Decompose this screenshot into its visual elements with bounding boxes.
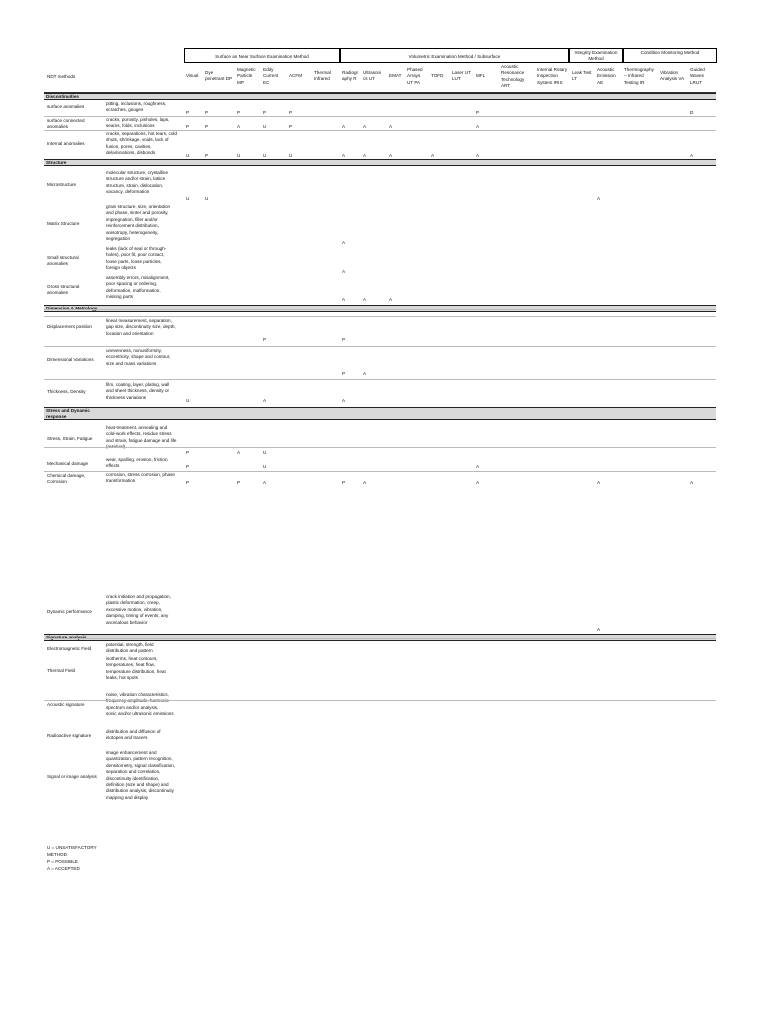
method-header-line: penetrant DP (205, 76, 233, 82)
row-divider (44, 638, 716, 639)
row-description-line: crack initiation and propagation, (106, 594, 171, 599)
method-header-cell (407, 67, 423, 86)
rating-mark: A (597, 627, 601, 632)
row-label-line: Dynamic performance (47, 609, 92, 614)
row-description-line: pitting, inclusions, roughness, (106, 101, 167, 106)
rating-mark: A (342, 240, 346, 245)
section-stress-dynamic (44, 407, 716, 420)
method-header-cell (572, 70, 592, 83)
row-description-line: segregation (106, 236, 131, 242)
row-description-line: cracks, porosity, pinholes, laps, (106, 117, 170, 122)
method-header-line: EMAT (389, 73, 402, 78)
row-description-line: assembly errors, misalignment, (106, 275, 170, 280)
method-header-line: Internal Rotary (537, 67, 568, 72)
rating-mark: P (289, 110, 293, 115)
rating-mark: P (186, 110, 190, 115)
rating-mark: A (476, 480, 480, 485)
method-header-line: System IRIS (537, 79, 563, 85)
method-header-line: Acoustic (501, 64, 519, 69)
row-description (106, 131, 177, 157)
method-header-line: – Infrared (624, 73, 644, 79)
method-header-cell (342, 70, 358, 83)
method-header-line: LRUT (690, 79, 702, 85)
row-description-line: quantization, pattern recognition, (106, 756, 173, 762)
row-description-line: structure and/or strain, lattice (106, 176, 166, 182)
method-header-line: LT (572, 76, 578, 82)
row-description (106, 246, 166, 272)
method-header-line: EC (263, 79, 270, 85)
rating-mark: A (476, 124, 480, 129)
row-label-line: Chemical damage, (47, 473, 86, 478)
rating-mark: A (597, 480, 601, 485)
rating-mark: P (186, 480, 190, 485)
row-description-line: impregnation, filler and/or (106, 216, 158, 222)
method-header-line: Particle (237, 73, 253, 79)
rating-mark: A (363, 297, 367, 302)
rating-mark: A (363, 153, 367, 158)
row-label (47, 668, 75, 674)
rating-mark: U (263, 450, 267, 455)
row-description-line: (residual) (106, 444, 126, 450)
row-description-line: discontinuity identification, (106, 775, 160, 781)
method-header-line: Laser UT (452, 70, 471, 75)
method-header-cell (452, 70, 471, 83)
row-label-line: Small structural (47, 255, 79, 260)
row-divider (44, 316, 716, 317)
rating-mark: P (237, 480, 241, 485)
row-description-line: damping, timing of events, any (106, 613, 169, 619)
row-label (47, 609, 92, 615)
legend-line: P = POSSIBLE (47, 859, 78, 864)
row-description (106, 594, 171, 626)
method-header-line: LUT (452, 76, 461, 82)
row-description-line: plastic deformation, creep, (106, 600, 160, 606)
row-description-line: grain structure, size, orientation (106, 204, 171, 209)
rating-mark: A (431, 153, 435, 158)
row-description-line: transformation (106, 478, 136, 484)
method-header-line: aphy R (342, 76, 357, 82)
method-header-line: Radiogr (342, 70, 359, 75)
method-header-line: cs UT (363, 76, 375, 82)
row-description-line: heat-treatment, annealing and (106, 425, 168, 430)
row-description (106, 117, 170, 130)
row-divider (44, 700, 716, 701)
method-header-line: Phased (407, 67, 423, 72)
method-header-line: Technology (501, 76, 525, 82)
row-divider (44, 309, 716, 310)
row-label (47, 774, 97, 780)
rating-mark: U (186, 153, 190, 158)
row-label (47, 221, 79, 227)
method-header-cell (237, 67, 256, 86)
row-label-line: Mechanical damage (47, 461, 89, 466)
row-label (47, 182, 76, 188)
row-description-line: mapping and display (106, 794, 149, 800)
row-description-line: delaminations, disbonds (106, 150, 156, 156)
rating-mark: A (363, 371, 367, 376)
row-description-line: temperatures, heat flow, (106, 662, 156, 668)
row-description-line: frequency amplitude, harmonic (106, 698, 169, 704)
row-description (106, 204, 170, 242)
row-label (47, 324, 92, 330)
row-description-line: location and orientation (106, 330, 154, 336)
rating-mark: A (476, 153, 480, 158)
row-description-line: molecular structure, crystalline (106, 170, 169, 175)
row-label (47, 646, 91, 652)
row-description-line: excessive motion, vibration, (106, 606, 163, 612)
row-description-line: wear, spalling, erosion, friction (106, 457, 168, 462)
row-description-line: shuts, shrinkage, voids, lack of (106, 137, 169, 143)
rating-mark: A (342, 398, 346, 403)
row-label (47, 733, 91, 739)
row-description-line: image enhancement and (106, 750, 157, 755)
row-label-line: Internal anomalies (47, 141, 85, 146)
group-condition-header: Condition Monitoring Method (623, 48, 717, 63)
section-stress-dynamic-label: Stress and Dynamic response (46, 408, 90, 419)
rating-mark: P (289, 124, 293, 129)
method-header-cell (263, 67, 278, 86)
row-label (47, 255, 79, 268)
rating-mark: A (237, 450, 241, 455)
legend-line: U = UNSATISFACTORY (47, 845, 97, 850)
row-label-line: Signal or image analysis (47, 774, 97, 779)
rating-mark: P (205, 153, 209, 158)
row-label (47, 357, 94, 363)
rating-mark: U (289, 153, 293, 158)
method-header-line: ACFM (289, 73, 303, 78)
method-header-line: MP (237, 79, 244, 85)
method-header-line: Waves (690, 73, 704, 79)
row-description-line: distribution and diffusion of (106, 729, 161, 734)
ndt-methods-label: NDT methods (47, 74, 76, 79)
method-header-line: AE (597, 79, 604, 85)
legend-line: A = ACCEPTED (47, 866, 80, 871)
section-structure: Structure (44, 159, 716, 166)
method-header-line: Guided (690, 67, 705, 72)
rating-mark: A (263, 398, 267, 403)
row-description-line: thickness variations (106, 394, 147, 400)
rating-mark: P (205, 110, 209, 115)
section-signature-analysis: Signature analysis (44, 634, 716, 641)
row-label-line: Stress, Strain, Fatigue (47, 436, 93, 441)
rating-mark: U (186, 398, 190, 403)
row-description-line: scratches, gouges (106, 107, 144, 113)
rating-mark: A (363, 124, 367, 129)
row-description-line: reinforcement distribution, (106, 223, 159, 229)
row-description-line: separation and correlation, (106, 769, 161, 775)
row-description-line: foreign objects (106, 265, 136, 271)
row-description-line: seams, folds, inclusions (106, 123, 155, 129)
row-description-line: leaks (lack of seal or through- (106, 246, 167, 251)
row-label-line: Thermal Field (47, 668, 76, 673)
rating-mark: U (186, 196, 190, 201)
rating-mark: P (186, 450, 190, 455)
rating-mark: A (597, 196, 601, 201)
row-label-line: Displacement position (47, 324, 92, 329)
row-description-line: noise, vibration characteristics, (106, 692, 169, 697)
rating-mark: P (205, 124, 209, 129)
row-description-line: linear measurement, separation, (106, 318, 172, 323)
rating-mark: A (389, 153, 393, 158)
row-description (106, 656, 166, 682)
row-label-line: Radioactive signature (47, 733, 92, 738)
row-divider (44, 130, 716, 131)
rating-mark: A (342, 269, 346, 274)
row-description-line: poor spacing or ordering, (106, 281, 158, 287)
method-header-cell (597, 67, 616, 86)
row-description (106, 275, 170, 301)
row-description (106, 348, 170, 367)
row-label-line: Electromagnetic Field (47, 646, 92, 651)
row-divider (44, 447, 716, 448)
row-description (106, 170, 168, 196)
row-description (106, 457, 168, 470)
row-divider (44, 471, 716, 472)
row-description-line: sonic and/or ultrasonic emissions (106, 711, 174, 717)
row-description (106, 318, 176, 337)
row-description (106, 692, 174, 718)
row-label-line: Matrix Structure (47, 221, 80, 226)
row-description (106, 642, 154, 655)
method-header-line: Ultrasoni (363, 70, 382, 75)
rating-mark: A (237, 124, 241, 129)
row-description-line: isotopes and tracers (106, 735, 148, 741)
rating-mark: A (389, 124, 393, 129)
row-description-line: and sheet thickness, density or (106, 388, 170, 394)
row-description-line: densitometry, signal classification, (106, 762, 176, 768)
rating-mark: A (342, 153, 346, 158)
method-header-line: Vibration (660, 70, 679, 75)
method-header-line: Visual (186, 73, 199, 78)
row-description-line: spectrum and/or analysis, (106, 704, 159, 710)
rating-mark: U (205, 196, 209, 201)
method-header-line: Thermal (314, 70, 331, 75)
row-label-line: Gross structural (47, 284, 80, 289)
row-description-line: potential, strength, field (106, 642, 154, 647)
method-header-line: Testing IR (624, 79, 645, 85)
method-header-line: Eddy (263, 67, 274, 72)
row-description-line: unevenness, nonuniformity, (106, 348, 162, 353)
row-description-line: distribution analysis, discontinuity (106, 788, 174, 794)
row-description-line: anisotropy, heterogeneity, (106, 229, 159, 235)
method-header-line: Arrays (407, 73, 421, 79)
row-description (106, 750, 175, 801)
rating-mark: P (186, 124, 190, 129)
method-header-cell (624, 67, 654, 86)
method-header-cell (476, 73, 485, 79)
rating-mark: P (342, 480, 346, 485)
method-header-line: Magnetic (237, 67, 256, 72)
rating-mark: U (263, 464, 267, 469)
rating-mark: U (237, 153, 241, 158)
row-description-line: film, coating, layer, plating, wall (106, 382, 170, 387)
group-integrity-header: Integrity Examination Method (569, 48, 623, 63)
rating-mark: A (342, 297, 346, 302)
row-label (47, 284, 79, 297)
row-label-line: anomalies (47, 290, 68, 296)
method-header-cell (314, 70, 331, 83)
method-header-line: Inspection (537, 73, 558, 79)
row-description-line: anomalous behavior (106, 619, 148, 625)
method-header-line: Acoustic (597, 67, 615, 72)
method-header-cell (660, 70, 684, 83)
row-description-line: eccentricity, shape and contour, (106, 354, 171, 360)
rating-mark: P (342, 371, 346, 376)
method-header-line: UT PA (407, 79, 421, 85)
header-divider (44, 92, 716, 93)
row-label (47, 118, 85, 131)
row-label (47, 461, 88, 467)
row-description-line: and strain, fatigue damage and life (106, 437, 177, 443)
row-description-line: definition (size and shape) and (106, 782, 169, 788)
row-label (47, 436, 92, 442)
row-description-line: leaks, hot spots (106, 675, 138, 681)
method-header-cell (289, 73, 302, 79)
row-description-line: gap size, discontinuity size, depth, (106, 324, 176, 330)
row-label-line: Acoustic signature (47, 702, 85, 707)
row-description-line: vacancy, deformation (106, 189, 150, 195)
row-description-line: effects (106, 463, 120, 469)
row-label-line: anomalies (47, 124, 68, 130)
row-description (106, 101, 166, 114)
row-description-line: deformation, malformation, (106, 287, 161, 293)
rating-mark: A (263, 480, 267, 485)
method-header-cell (205, 70, 232, 83)
method-header-line: Emission (597, 73, 616, 79)
method-header-line: MFL (476, 73, 486, 78)
row-label-line: Thickness, Density (47, 389, 86, 394)
rating-mark: U (263, 153, 267, 158)
row-description-line: cracks, separations, hot tears, cold (106, 131, 177, 136)
row-description-line: missing parts (106, 294, 134, 300)
rating-mark: P (263, 337, 267, 342)
method-header-cell (537, 67, 567, 86)
method-header-line: Dye (205, 70, 214, 75)
row-divider (44, 116, 716, 117)
method-header-cell (186, 73, 198, 79)
rating-mark: A (690, 480, 694, 485)
row-label-line: Corrosion (47, 479, 67, 485)
rating-mark: P (263, 110, 267, 115)
rating-mark: D (690, 110, 694, 115)
row-description-line: corrosion, stress corrosion, phase (106, 472, 175, 477)
method-header-cell (501, 64, 524, 90)
row-description (106, 472, 175, 485)
method-header-cell (389, 73, 401, 79)
method-header-cell (690, 67, 705, 86)
row-divider (44, 379, 716, 380)
method-header-line: TOFD (431, 73, 444, 78)
row-label (47, 473, 85, 486)
row-description (106, 382, 169, 401)
rating-mark: P (186, 464, 190, 469)
section-discontinuities: Discontinuities (44, 93, 716, 100)
row-label (47, 702, 85, 708)
row-label (47, 104, 84, 110)
row-label-line: surface anomalies (47, 104, 85, 109)
row-label (47, 389, 86, 395)
method-header-line: Infrared (314, 76, 330, 82)
row-description-line: isotherms, heat contours, (106, 656, 158, 661)
method-header-line: Current (263, 73, 279, 79)
method-header-line: Leak Test (572, 70, 592, 75)
method-header-line: ART (501, 83, 511, 89)
row-label (47, 141, 85, 147)
rating-mark: A (476, 464, 480, 469)
rating-mark: A (363, 480, 367, 485)
rating-mark: P (237, 110, 241, 115)
row-description-line: temperature distribution, heat (106, 668, 166, 674)
rating-mark: P (476, 110, 480, 115)
method-header-line: Resonance (501, 70, 525, 76)
row-description (106, 729, 161, 742)
section-dimension-metrology: Dimension & Metrology (44, 305, 716, 312)
row-label-line: Microstructure (47, 182, 77, 187)
row-description-line: size and mass variations (106, 360, 157, 366)
group-volumetric-header: Volumetric Examination Method / Subsurface (340, 48, 569, 63)
row-description-line: holes), poor fit, poor contact, (106, 252, 165, 258)
method-header-cell (363, 70, 381, 83)
row-description-line: distribution and pattern (106, 648, 153, 654)
row-description-line: structure, strain, dislocation, (106, 182, 164, 188)
row-description-line: and phase, sinter and porosity, (106, 210, 169, 216)
legend-line: METHOD (47, 852, 67, 857)
rating-mark: A (690, 153, 694, 158)
method-header-cell (431, 73, 443, 79)
row-description-line: loose parts, loose particles, (106, 258, 162, 264)
method-header-line: Analysis VA (660, 76, 685, 82)
rating-mark: U (263, 124, 267, 129)
rating-mark: A (342, 124, 346, 129)
rating-mark: P (342, 337, 346, 342)
rating-mark: A (389, 297, 393, 302)
group-surface-header: Surface an Near Surface Examination Method (184, 48, 340, 63)
row-description-line: fusion, pores, cavities, (106, 143, 152, 149)
row-divider (44, 346, 716, 347)
method-header-line: Thermography (624, 67, 654, 72)
row-label-line: surface connected (47, 118, 85, 123)
row-description-line: cold-work effects, residue stress (106, 431, 172, 437)
row-label-line: Dimensional Variations (47, 357, 94, 362)
row-label-line: anomalies (47, 261, 68, 267)
